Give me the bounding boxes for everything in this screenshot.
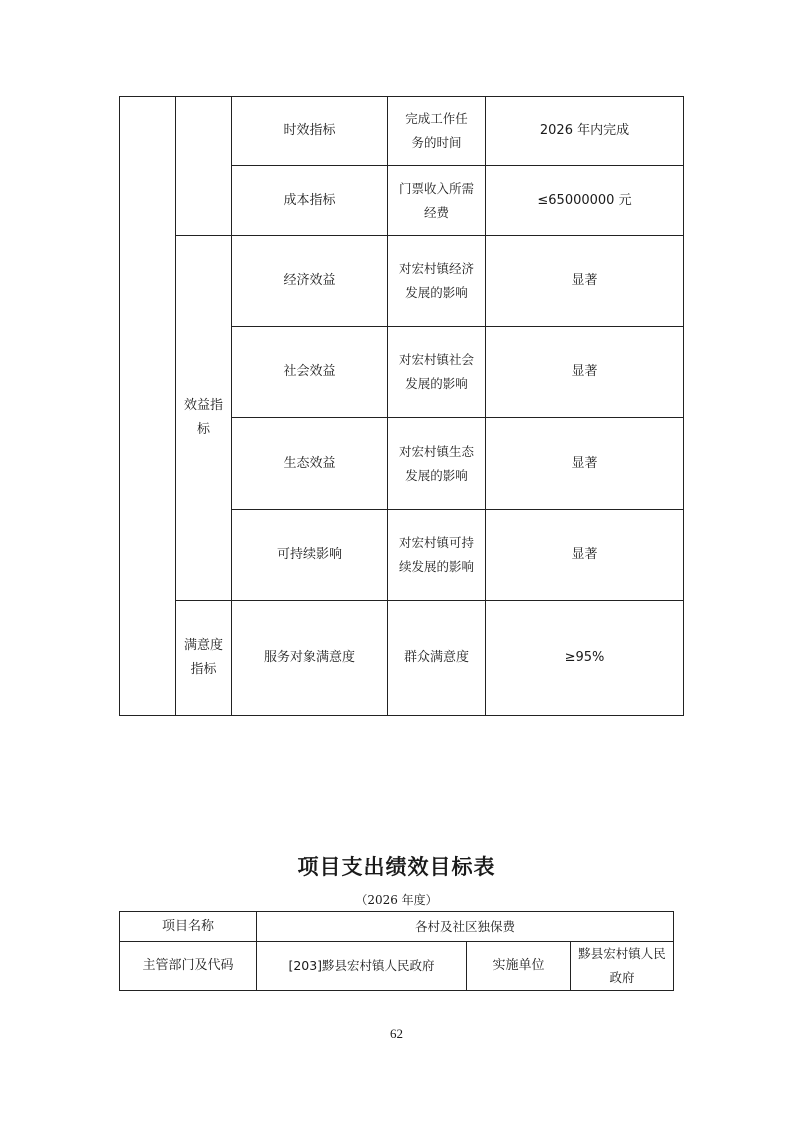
project-info-table [119,911,674,991]
value-cell: 2026 年内完成 [486,97,684,166]
level2-satisfaction-cell: 满意度 指标 [176,601,232,716]
item-cell: 完成工作任 务的时间 [388,97,486,166]
value-cell: ≤65000000 元 [486,166,684,236]
level2-efficiency-cell [176,97,232,236]
table-title: 项目支出绩效目标表 [297,855,496,879]
indicator-cell: 生态效益 [232,418,388,510]
indicator-cell: 社会效益 [232,327,388,418]
dept-label: 主管部门及代码 [120,942,257,991]
item-cell: 对宏村镇生态 发展的影响 [388,418,486,510]
value-cell: 显著 [486,510,684,601]
project-name-value: 各村及社区独保费 [257,912,674,942]
indicator-cell: 成本指标 [232,166,388,236]
dept-value: [203]黟县宏村镇人民政府 [257,942,467,991]
impl-label: 实施单位 [467,942,571,991]
item-cell: 对宏村镇经济 发展的影响 [388,236,486,327]
indicator-cell: 可持续影响 [232,510,388,601]
table-subtitle: （2026 年度） [355,893,438,907]
impl-value: 黟县宏村镇人民 政府 [571,942,674,991]
project-name-label: 项目名称 [120,912,257,942]
value-cell: 显著 [486,418,684,510]
indicator-cell: 时效指标 [232,97,388,166]
value-cell: 显著 [486,327,684,418]
item-cell: 对宏村镇可持 续发展的影响 [388,510,486,601]
indicator-cell: 服务对象满意度 [232,601,388,716]
value-cell: ≥95% [486,601,684,716]
level1-indicator-cell [120,97,176,716]
indicator-cell: 经济效益 [232,236,388,327]
item-cell: 对宏村镇社会 发展的影响 [388,327,486,418]
value-cell: 显著 [486,236,684,327]
level2-benefit-cell: 效益指 标 [176,236,232,601]
page-number: 62 [390,1026,403,1041]
item-cell: 门票收入所需 经费 [388,166,486,236]
performance-indicator-table [119,96,684,716]
item-cell: 群众满意度 [388,601,486,716]
